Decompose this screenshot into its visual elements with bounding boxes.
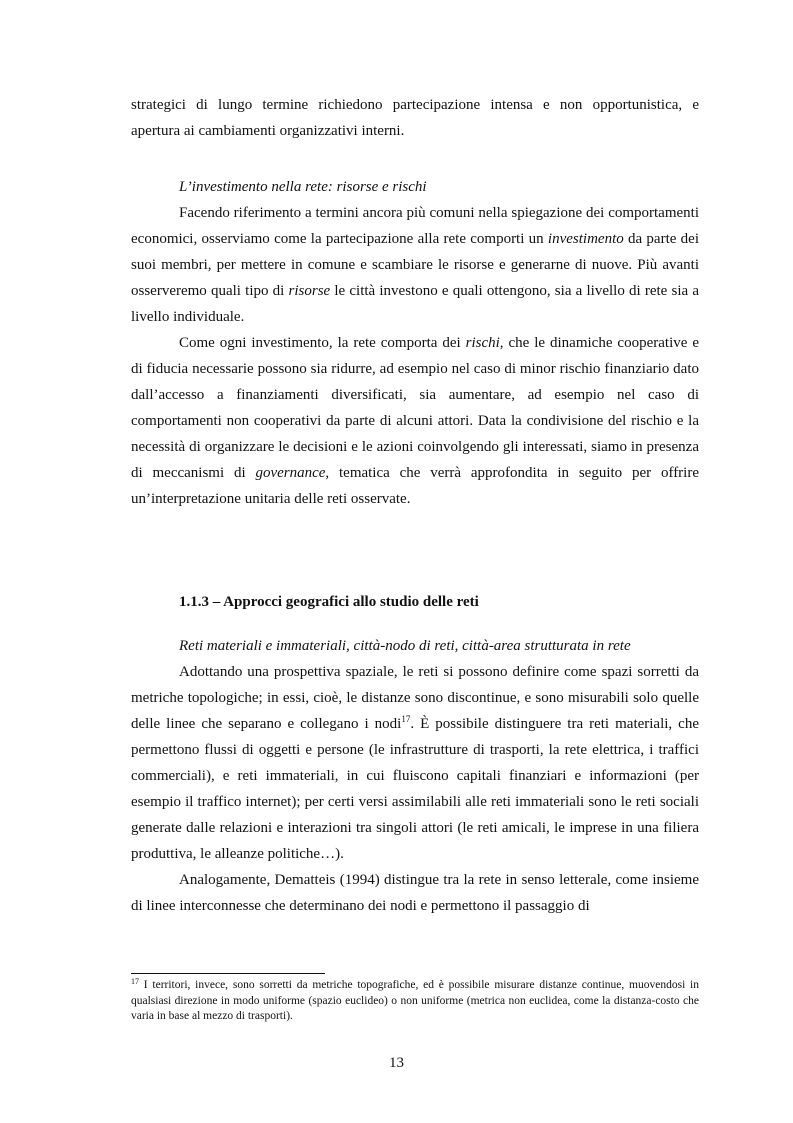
text-run: Come ogni investimento, la rete comporta dei	[179, 335, 466, 351]
paragraph-line: apertura ai cambiamenti organizzativi interni.	[131, 123, 405, 139]
paragraph-line: strategici di lungo termine richiedono partecipazione intensa e non opportunistica, e	[131, 97, 699, 113]
footnote	[131, 978, 699, 1025]
text-run: . È possibile distinguere tra reti materiali, che permettono flussi di oggetti e persone (le infrastrutture di trasporti, la rete elettrica, i traffici commerciali), e reti immateriali, in cui fluiscono capitali finanziari e informazioni (per esempio il traffico internet); per certi versi assimilabili alle reti immateriali sono le reti sociali generate dalle relazioni e interazioni tra singoli attori (le reti amicali, le imprese in una filiera produttiva, le alleanze politiche…).	[131, 716, 699, 862]
text-run: da parte dei suoi membri, per mettere in comune e scambiare le risorse e generarne di nuove. Più avanti osserveremo quali tipo di	[131, 231, 699, 299]
subheading-investimento: L’investimento nella rete: risorse e rischi	[179, 179, 427, 195]
section-risorse-rischi	[131, 174, 699, 512]
text-run: , tematica che verrà approfondita in seguito per offrire un’interpretazione unitaria delle reti osservate.	[131, 465, 699, 507]
paragraph-continuation	[131, 92, 699, 144]
text-run: le città investono e quali ottengono, sia a livello di rete sia a livello individuale.	[131, 283, 699, 325]
footnote-number: 17	[131, 977, 139, 986]
text-run: Facendo riferimento a termini ancora più comuni nella spiegazione dei comportamenti economici, osserviamo come la partecipazione alla rete comporti un	[131, 205, 699, 247]
page-number: 13	[389, 1055, 404, 1071]
footnote-text: I territori, invece, sono sorretti da metriche topografiche, ed è possibile misurare distanze continue, muovendosi in qualsiasi direzione in modo uniforme (spazio euclideo) o non uniforme (metrica non euclidea, come la distanza-costo che varia in base al mezzo di trasporti).	[131, 979, 699, 1022]
footnote-reference[interactable]: 17	[401, 714, 411, 724]
section-reti-materiali	[131, 633, 699, 919]
emphasis-text: investimento	[547, 231, 624, 247]
emphasis-text: governance	[255, 465, 326, 481]
section-heading: 1.1.3 – Approcci geografici allo studio delle reti	[179, 594, 479, 610]
text-run: Analogamente, Dematteis (1994) distingue tra la rete in senso letterale, come insieme di linee interconnesse che determinano dei nodi e permettono il passaggio di	[131, 872, 699, 914]
emphasis-text: risorse	[288, 283, 331, 299]
subheading-reti-materiali: Reti materiali e immateriali, città-nodo di reti, città-area strutturata in rete	[179, 638, 631, 654]
section-approcci-geografici	[131, 589, 699, 615]
footnote-divider	[131, 973, 325, 974]
paragraph-dematteis	[131, 867, 699, 919]
text-run: Adottando una prospettiva spaziale, le reti si possono definire come spazi sorretti da metriche topologiche; in essi, cioè, le distanze sono discontinue, e sono misurabili solo quelle delle linee che separano e collegano i nodi	[131, 664, 699, 732]
paragraph-investimento	[131, 200, 699, 330]
emphasis-text: rischi	[465, 335, 500, 351]
text-run: , che le dinamiche cooperative e di fiducia necessarie possono sia ridurre, ad esempio nel caso di minor rischio finanziario dato dall’accesso a finanziamenti diversificati, sia aumentare, ad esempio nel caso di comportamenti non cooperativi da parte di alcuni attori. Data la condivisione del rischio e la necessità di organizzare le decisioni e le azioni coinvolgendo gli interessati, siamo in presenza di meccanismi di	[131, 335, 699, 481]
paragraph-rischi	[131, 330, 699, 512]
paragraph-prospettiva-spaziale	[131, 659, 699, 867]
